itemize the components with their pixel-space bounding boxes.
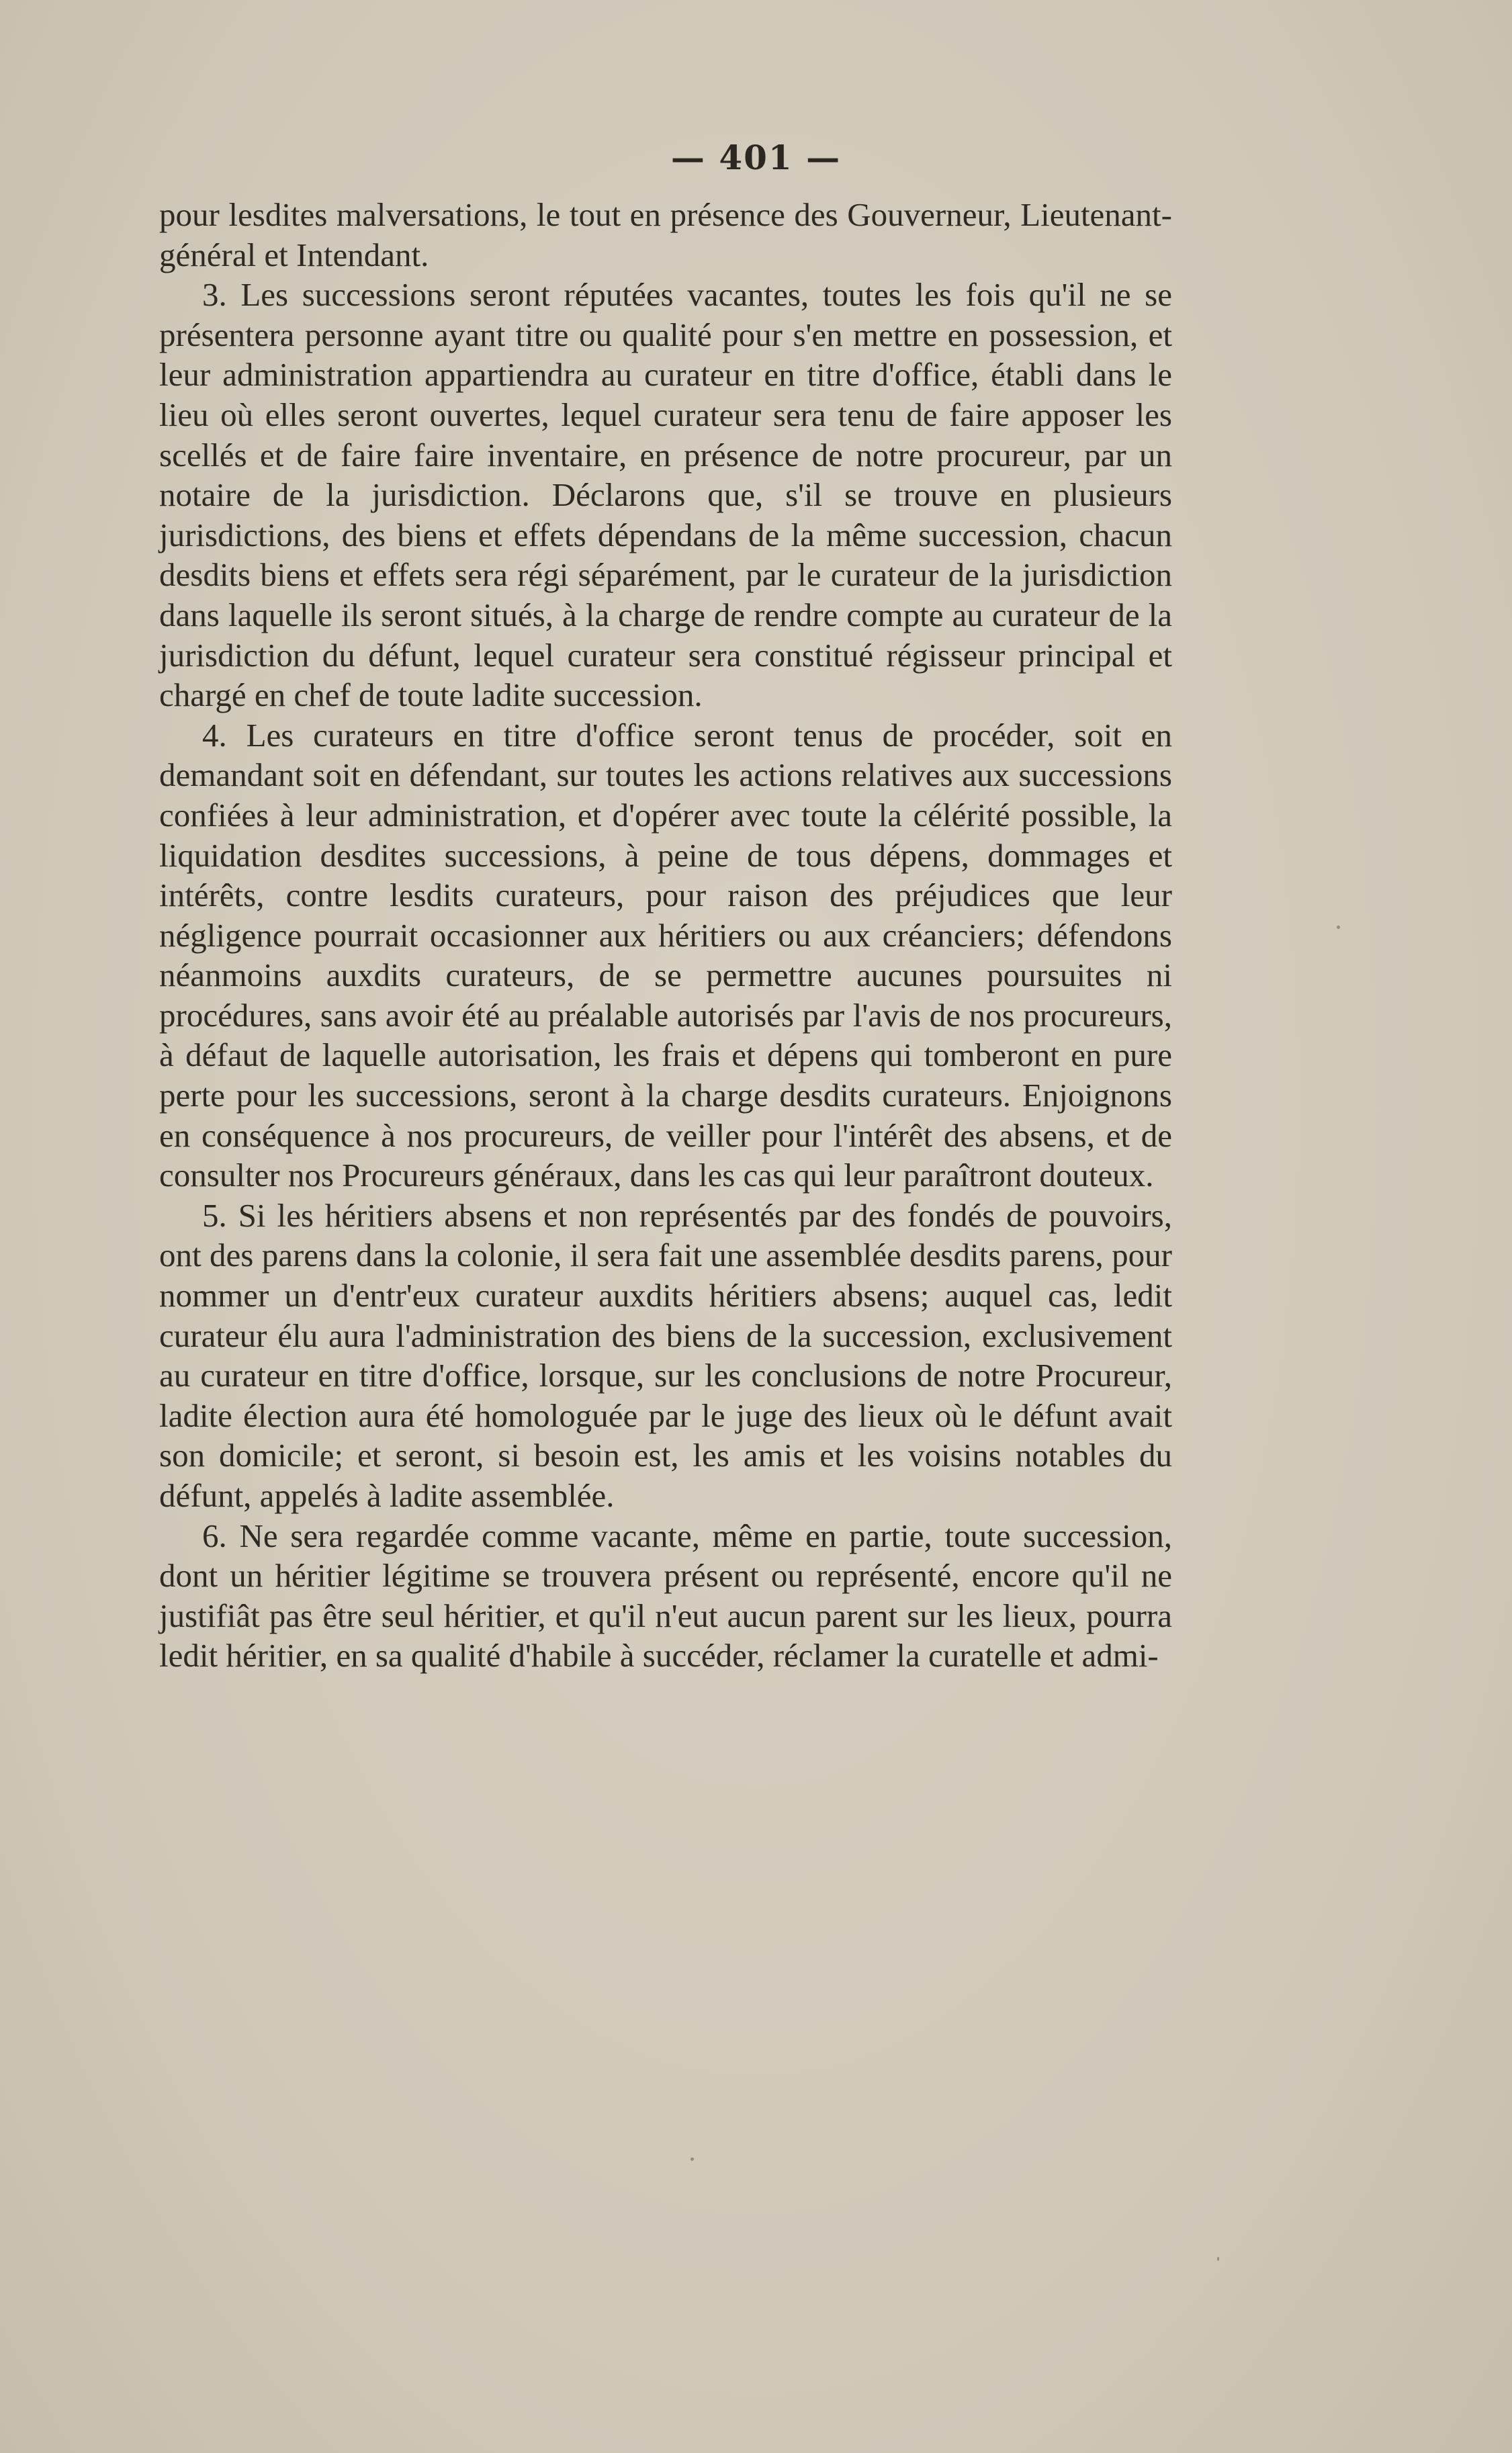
paper-speck xyxy=(1337,926,1340,929)
paragraph-article-6: 6. Ne sera regardée comme vacante, même en partie, toute succession, dont un héritier légitime se trouvera présent ou représenté, encore qu'il ne justifiât pas être seul héritier, et qu'il n'eut aucun parent sur les lieux, pourra ledit héritier, en sa qualité d'habile à succéder, réclamer la curatelle et admi- xyxy=(159,1517,1172,1675)
paragraph-continuation: pour lesdites malversations, le tout en présence des Gouverneur, Lieutenant-général et Intendant. xyxy=(159,196,1172,273)
paper-speck xyxy=(691,2157,694,2161)
paper-speck xyxy=(1217,2257,1219,2261)
body-text xyxy=(159,195,1172,1676)
paragraph-article-3: 3. Les successions seront réputées vacantes, toutes les fois qu'il ne se présentera personne ayant titre ou qualité pour s'en mettre en possession, et leur administration appartiendra au curateur en titre d'office, établi dans le lieu où elles seront ouvertes, lequel curateur sera tenu de faire apposer les scellés et de faire faire inventaire, en présence de notre procureur, par un notaire de la jurisdiction. Déclarons que, s'il se trouve en plusieurs jurisdictions, des biens et effets dépendans de la même succession, chacun desdits biens et effets sera régi séparément, par le curateur de la jurisdiction dans laquelle ils seront situés, à la charge de rendre compte au curateur de la jurisdiction du défunt, lequel curateur sera constitué régisseur principal et chargé en chef de toute ladite succession. xyxy=(159,276,1172,714)
paragraph-article-4: 4. Les curateurs en titre d'office seront tenus de procéder, soit en demandant soit en défendant, sur toutes les actions relatives aux successions confiées à leur administration, et d'opérer avec toute la célérité possible, la liquidation desdites successions, à peine de tous dépens, dommages et intérêts, contre lesdits curateurs, pour raison des préjudices que leur négligence pourrait occasionner aux héritiers ou aux créanciers; défendons néanmoins auxdits curateurs, de se permettre aucunes poursuites ni procédures, sans avoir été au préalable autorisés par l'avis de nos procureurs, à défaut de laquelle autorisation, les frais et dépens qui tomberont en pure perte pour les successions, seront à la charge desdits curateurs. Enjoignons en conséquence à nos procureurs, de veiller pour l'intérêt des absens, et de consulter nos Procureurs généraux, dans les cas qui leur paraîtront douteux. xyxy=(159,716,1172,1194)
page-number: — 401 — xyxy=(670,138,842,177)
paragraph-article-5: 5. Si les héritiers absens et non représentés par des fondés de pouvoirs, ont des parens dans la colonie, il sera fait une assemblée desdits parens, pour nommer un d'entr'eux curateur auxdits héritiers absens; auquel cas, ledit curateur élu aura l'administration des biens de la succession, exclusivement au curateur en titre d'office, lorsque, sur les conclusions de notre Procureur, ladite élection aura été homologuée par le juge des lieux où le défunt avait son domicile; et seront, si besoin est, les amis et les voisins notables du défunt, appelés à ladite assemblée. xyxy=(159,1196,1172,1514)
